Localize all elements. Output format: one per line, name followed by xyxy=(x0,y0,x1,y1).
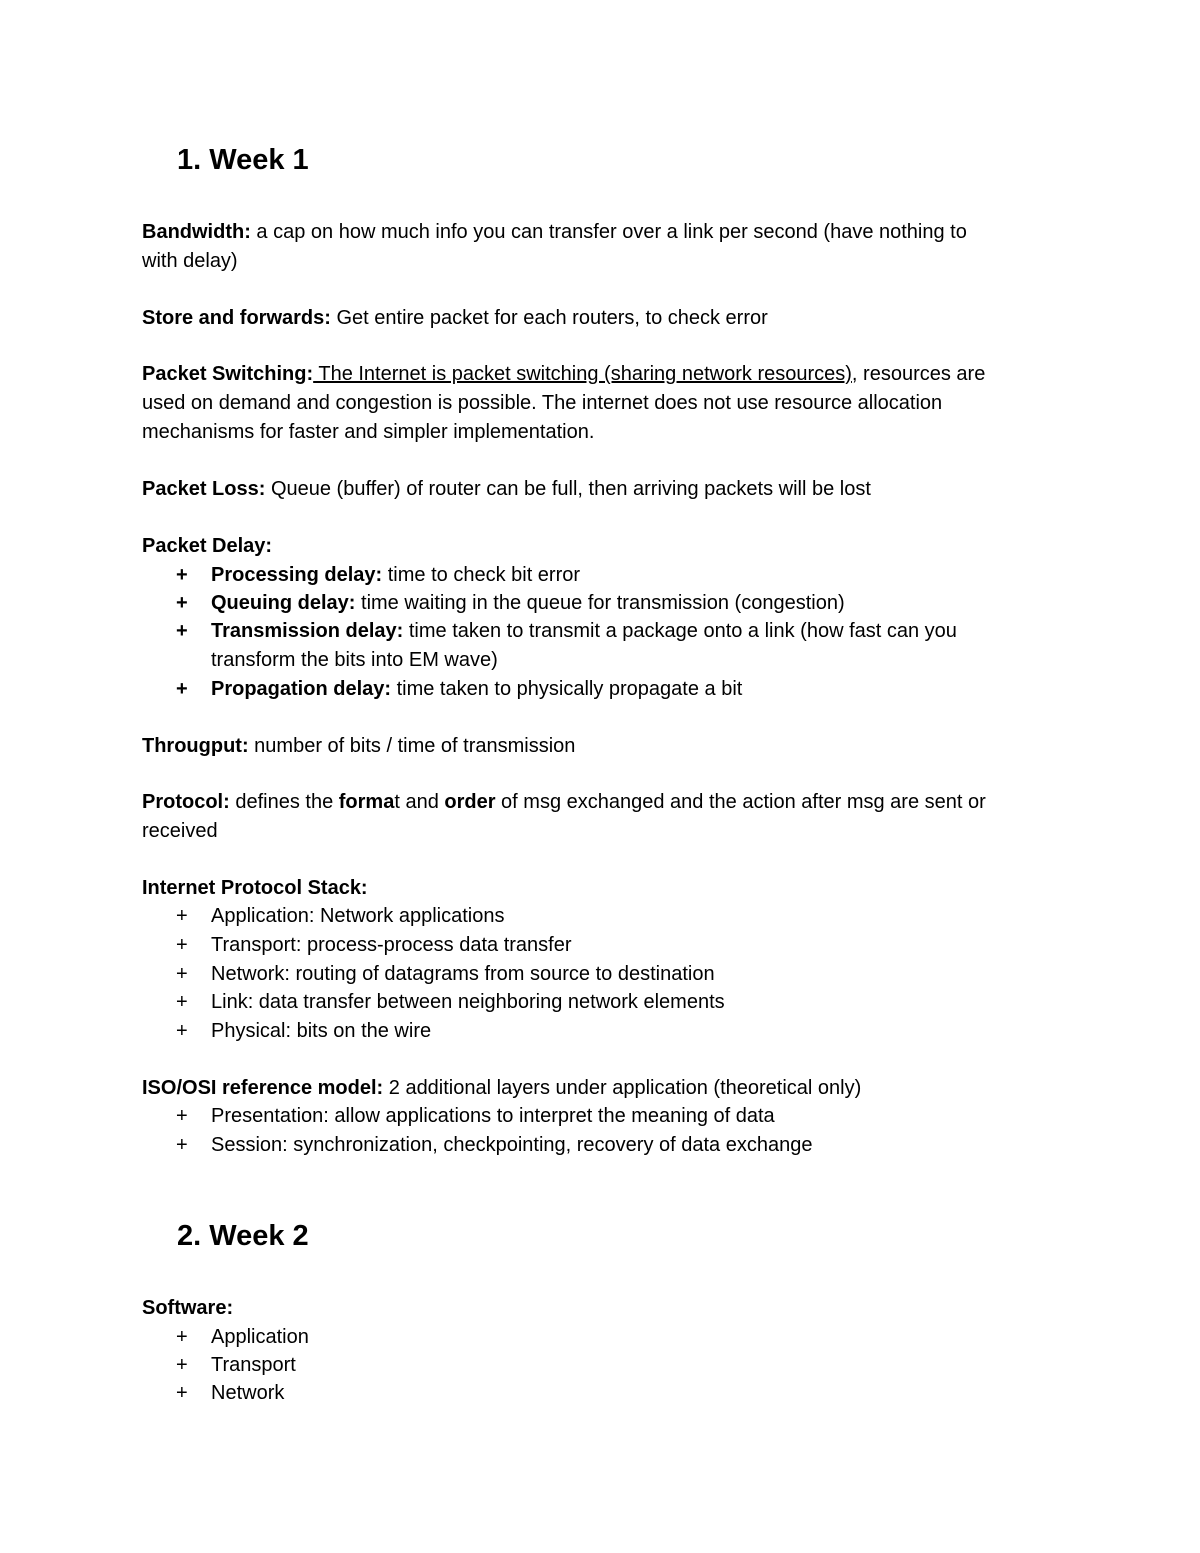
protocol-line-2: received xyxy=(142,820,218,842)
bullet-plus-icon: + xyxy=(176,991,188,1013)
store-forward-line xyxy=(142,306,768,330)
packet-loss-text: Queue (buffer) of router can be full, then arriving packets will be lost xyxy=(265,478,871,500)
iso-osi-item: Presentation: allow applications to interpret the meaning of data xyxy=(211,1105,775,1127)
iso-osi-item: Session: synchronization, checkpointing, recovery of data exchange xyxy=(211,1134,813,1156)
delay-text: time to check bit error xyxy=(382,564,581,586)
ip-stack-item: Transport: process-process data transfer xyxy=(211,934,572,956)
throughput-line xyxy=(142,734,575,758)
protocol-bold-format: forma xyxy=(338,791,395,813)
protocol-line xyxy=(142,790,986,814)
ip-stack-line xyxy=(142,876,368,900)
bandwidth-text: a cap on how much info you can transfer over a link per second (have nothing to xyxy=(250,221,967,243)
delay-term: Queuing delay: xyxy=(211,592,356,614)
bullet-plus-icon: + xyxy=(176,1020,188,1042)
bullet-plus-icon: + xyxy=(176,564,188,586)
store-forward-text: Get entire packet for each routers, to check error xyxy=(330,307,768,329)
iso-osi-term: ISO/OSI reference model: xyxy=(142,1077,384,1099)
ip-stack-item: Physical: bits on the wire xyxy=(211,1020,432,1042)
packet-loss-line xyxy=(142,477,871,501)
ip-stack-item: Network: routing of datagrams from source to destination xyxy=(211,963,715,985)
delay-text: time waiting in the queue for transmission (congestion) xyxy=(355,592,845,614)
bullet-plus-icon: + xyxy=(176,678,188,700)
bullet-plus-icon: + xyxy=(176,905,188,927)
bandwidth-term: Bandwidth: xyxy=(142,221,251,243)
delay-text: time taken to physically propagate a bit xyxy=(391,678,743,700)
bullet-plus-icon: + xyxy=(176,620,188,642)
iso-osi-text: 2 additional layers under application (theoretical only) xyxy=(383,1077,862,1099)
ip-stack-item: Link: data transfer between neighboring network elements xyxy=(211,991,725,1013)
delay-term: Transmission delay: xyxy=(211,620,404,642)
ip-stack-term: Internet Protocol Stack: xyxy=(142,877,368,899)
delay-text-continued: transform the bits into EM wave) xyxy=(211,649,498,671)
week1-heading: 1. Week 1 xyxy=(177,144,309,176)
ip-stack-item: Application: Network applications xyxy=(211,905,505,927)
bullet-plus-icon: + xyxy=(176,963,188,985)
bullet-plus-icon: + xyxy=(176,1354,188,1376)
packet-switching-term: Packet Switching: xyxy=(142,363,314,385)
packet-delay-term: Packet Delay: xyxy=(142,535,273,557)
store-forward-term: Store and forwards: xyxy=(142,307,331,329)
packet-switching-underlined: The Internet is packet switching (sharing network resources) xyxy=(313,363,852,385)
packet-switching-line xyxy=(142,362,985,386)
protocol-text: t and xyxy=(394,791,445,813)
throughput-text: number of bits / time of transmission xyxy=(248,735,576,757)
software-item: Network xyxy=(211,1382,285,1404)
software-item: Application xyxy=(211,1326,309,1348)
packet-loss-term: Packet Loss: xyxy=(142,478,266,500)
protocol-bold-order: order xyxy=(444,791,496,813)
throughput-term: Througput: xyxy=(142,735,249,757)
delay-term: Processing delay: xyxy=(211,564,383,586)
delay-term: Propagation delay: xyxy=(211,678,392,700)
protocol-text: of msg exchanged and the action after msg are sent or xyxy=(495,791,986,813)
delay-text: time taken to transmit a package onto a link (how fast can you xyxy=(403,620,957,642)
packet-switching-line-2: used on demand and congestion is possible. The internet does not use resource allocation xyxy=(142,392,943,414)
software-term: Software: xyxy=(142,1297,234,1319)
bullet-plus-icon: + xyxy=(176,592,188,614)
packet-switching-line-3: mechanisms for faster and simpler implementation. xyxy=(142,421,595,443)
packet-delay-line xyxy=(142,534,272,558)
bandwidth-line-2: with delay) xyxy=(142,250,238,272)
protocol-text: defines the xyxy=(229,791,339,813)
protocol-term: Protocol: xyxy=(142,791,230,813)
software-item: Transport xyxy=(211,1354,296,1376)
bullet-plus-icon: + xyxy=(176,1326,188,1348)
bullet-plus-icon: + xyxy=(176,934,188,956)
packet-switching-text: , resources are xyxy=(851,363,986,385)
software-line xyxy=(142,1296,233,1320)
week2-heading: 2. Week 2 xyxy=(177,1220,309,1252)
bandwidth-line xyxy=(142,220,967,244)
bullet-plus-icon: + xyxy=(176,1105,188,1127)
iso-osi-line xyxy=(142,1076,861,1100)
bullet-plus-icon: + xyxy=(176,1134,188,1156)
bullet-plus-icon: + xyxy=(176,1382,188,1404)
